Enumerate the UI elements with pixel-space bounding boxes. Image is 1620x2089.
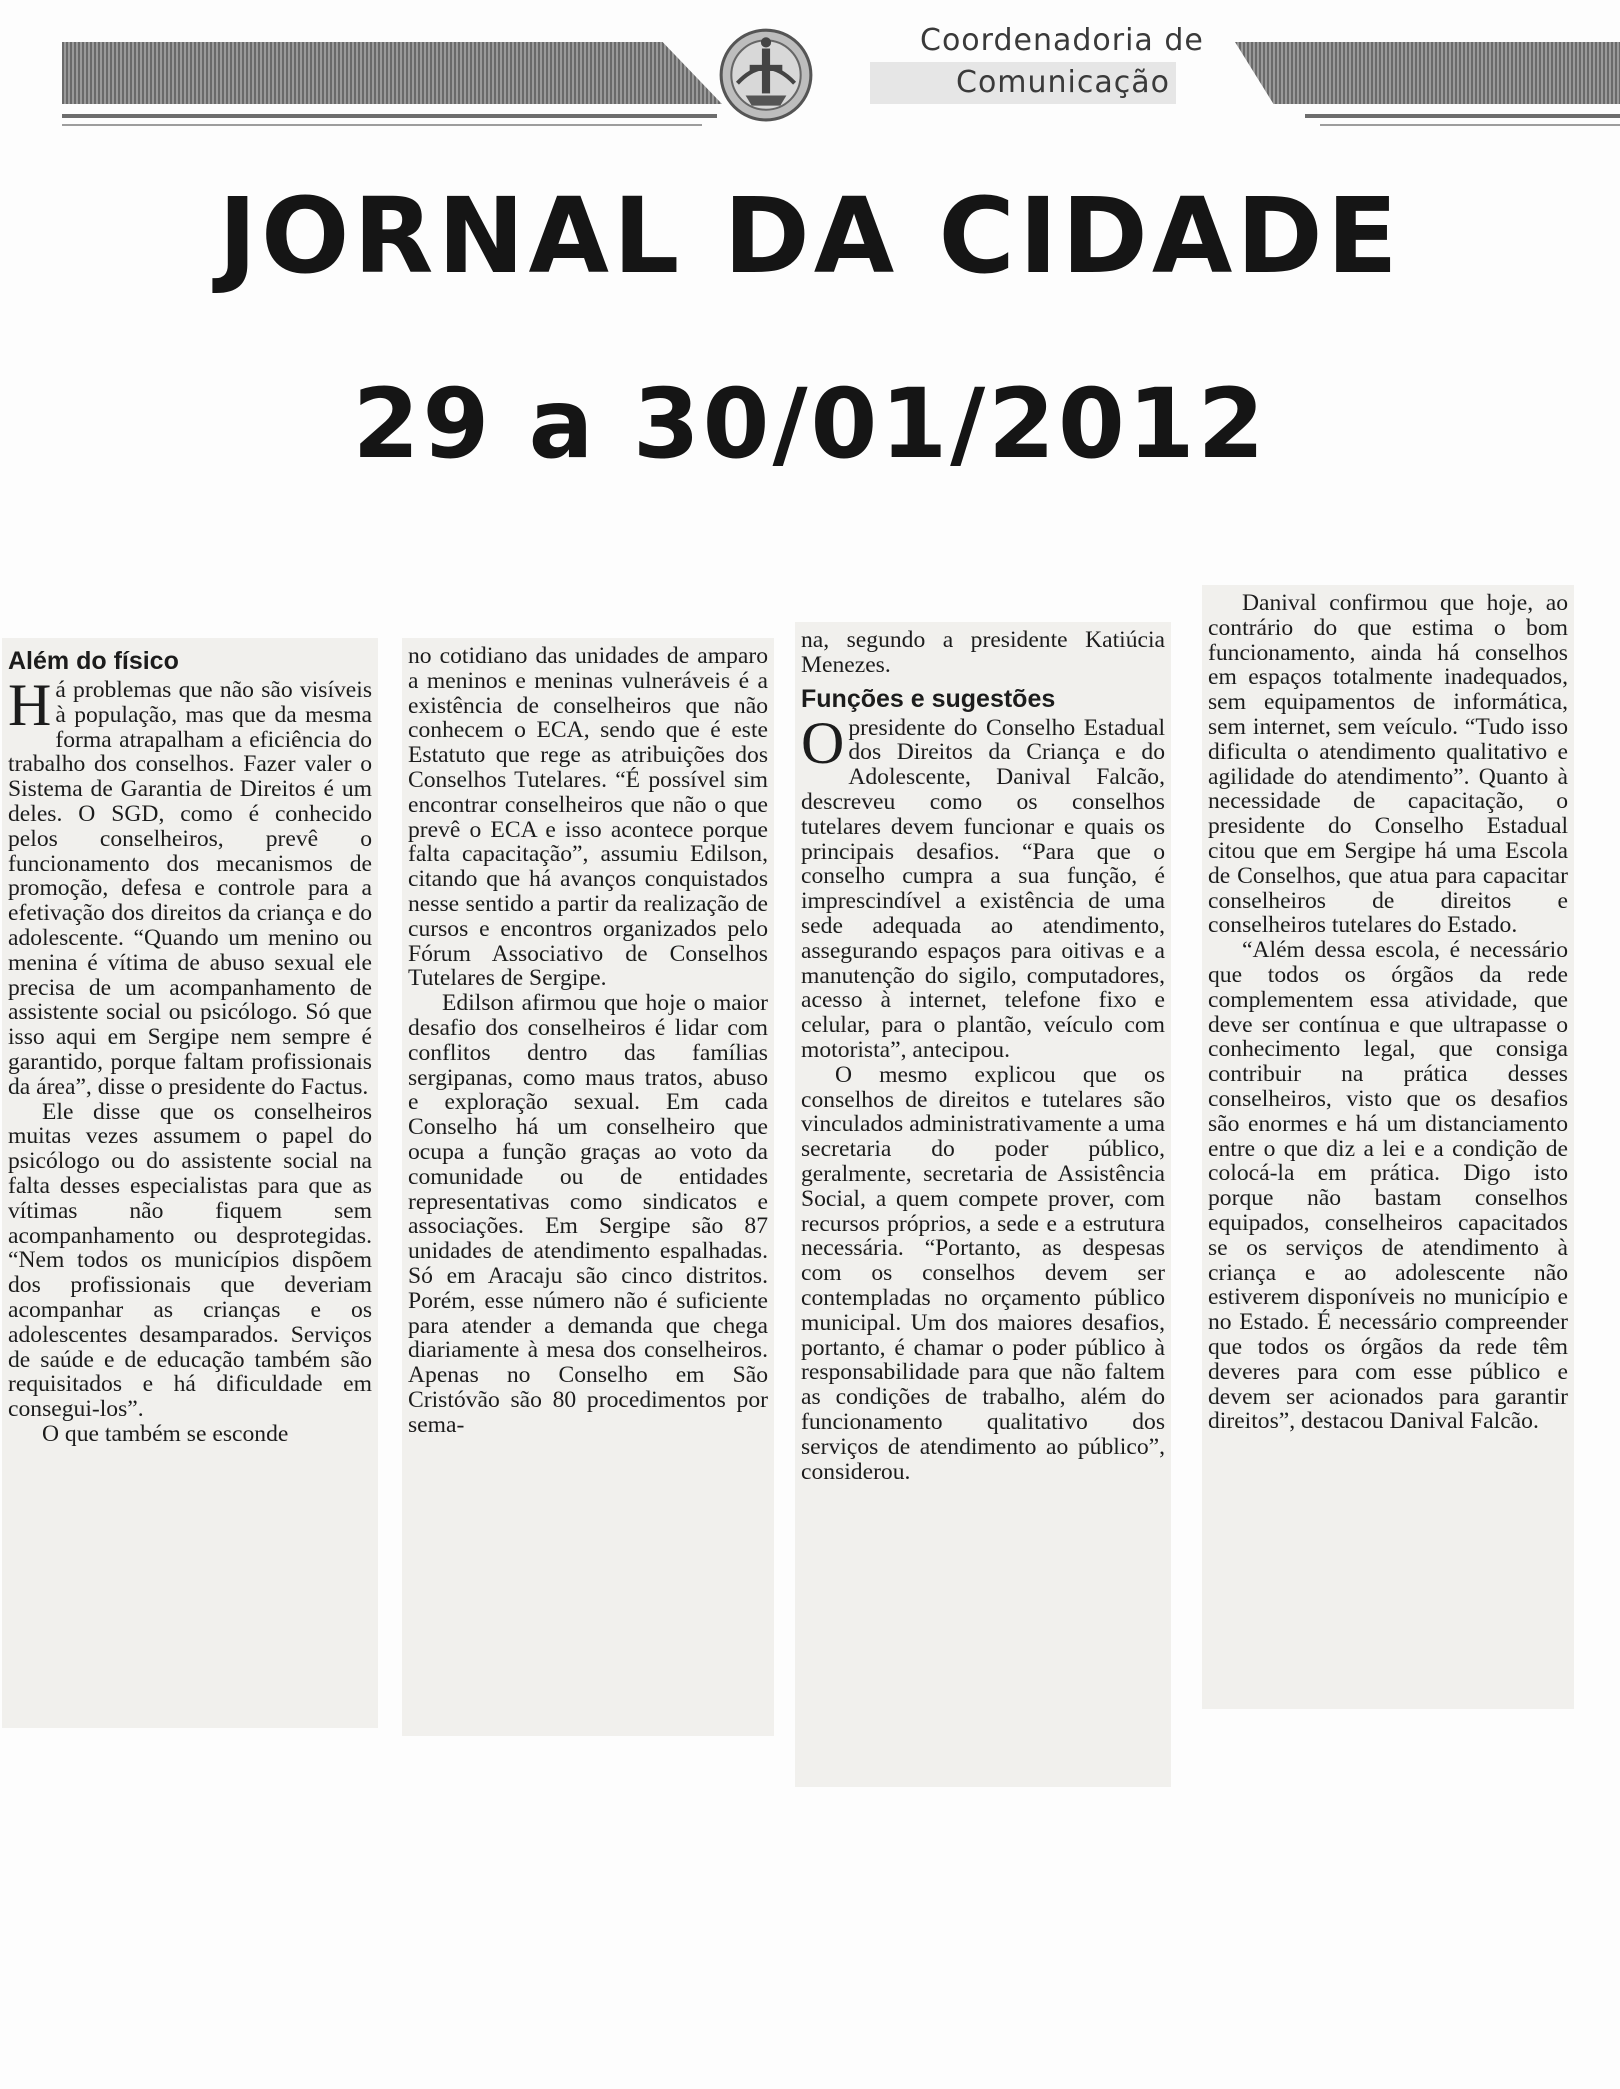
article-column-1	[2, 638, 378, 1728]
paragraph: “Além dessa escola, é necessário que todos os órgãos da rede complementem essa atividade, que deve ser contínua e que ultrapasse o conhecimento legal, que consiga contribuir na prática desses conselheiros, visto que os desafios são enormes e há um distanciamento entre o que diz a lei e a condição de colocá-la em prática. Digo isto porque não bastam conselhos equipados, conselheiros capacitados se os serviços de atendimento à criança e ao adolescente não estiverem disponíveis no município e no Estado. É necessário compreender que todos os órgãos da rede têm deveres para com esse público e devem ser acionados para garantir direitos”, destacou Danival Falcão.	[1208, 937, 1568, 1435]
article-column-3	[795, 622, 1171, 1787]
paragraph-text: á problemas que não são visíveis à população, mas que da mesma forma atrapalham a eficiência do trabalho dos conselhos. Fazer valer o Sistema de Garantia de Direitos é um deles. O SGD, como é conhecido pelos conselheiros, prevê o funcionamento dos mecanismos de promoção, defesa e controle para a efetivação dos direitos da criança e do adolescente. “Quando um menino ou menina é vítima de abuso sexual ele precisa de um acompanhamento de assistente social ou psicólogo. Só que isso aqui em Sergipe nem sempre é garantido, porque faltam profissionais da área”, disse o presidente do Factus.	[8, 677, 372, 1100]
paragraph-text: presidente do Conselho Estadual dos Direitos da Criança e do Adolescente, Danival Falcão, descreveu como os conselhos tutelares devem funcionar e quais os principais desafios. “Para que o conselho cumpra a sua função, é imprescindível a existência de uma sede adequada ao atendimento, assegurando espaços para oitivas e a manutenção do sigilo, computadores, acesso à internet, telefone fixo e celular, para o plantão, veículo com motorista”, antecipou.	[801, 714, 1165, 1063]
publication-date: 29 a 30/01/2012	[352, 368, 1268, 480]
header-banner	[50, 18, 1620, 133]
banner-stripe-right	[1235, 42, 1620, 104]
newspaper-title: JORNAL DA CIDADE	[218, 175, 1402, 297]
banner-rule-left-thin	[62, 124, 702, 126]
banner-rule-right-thin	[1320, 124, 1620, 126]
drop-cap: O	[801, 709, 845, 776]
paragraph: no cotidiano das unidades de amparo a meninos e meninas vulneráveis é a existência de conselheiros que não conhecem o ECA, sendo que é este Estatuto que rege as atribuições dos Conselhos Tutelares. “É possível sim encontrar conselheiros que não o que prevê o ECA e isso acontece porque falta capacitação”, assumiu Edilson, citando que há avanços conquistados nesse sentido a partir da realização de cursos e encontros organizados pelo Fórum Associativo de Conselhos Tutelares de Sergipe.	[408, 643, 768, 992]
subheading-alem-do-fisico: Além do físico	[8, 647, 179, 675]
banner-rule-right	[1305, 114, 1620, 118]
organization-line-1: Coordenadoria de	[920, 23, 1204, 58]
court-seal-icon	[715, 22, 817, 124]
organization-name	[870, 20, 1270, 104]
article-column-2	[402, 638, 774, 1736]
banner-rule-left	[62, 114, 717, 118]
paragraph: O que também se esconde	[42, 1420, 289, 1447]
paragraph	[801, 709, 1165, 1063]
paragraph	[8, 672, 372, 1100]
organization-line-2: Comunicação	[870, 62, 1176, 104]
banner-stripe-left	[62, 42, 722, 104]
paragraph: Danival confirmou que hoje, ao contrário do que estima o bom funcionamento, ainda há conselhos em espaços totalmente inadequados, sem equipamentos de informática, sem internet, sem veículo. “Tudo isso dificulta o atendimento qualitativo e agilidade do atendimento”. Quanto à necessidade de capacitação, o presidente do Conselho Estadual citou que em Sergipe há uma Escola de Conselhos, que atua para capacitar conselheiros de direitos e conselheiros tutelares do Estado.	[1208, 590, 1568, 939]
subheading-funcoes-e-sugestoes: Funções e sugestões	[801, 684, 1056, 713]
article-column-4	[1202, 585, 1574, 1709]
paragraph: Edilson afirmou que hoje o maior desafio dos conselheiros é lidar com conflitos dentro das famílias sergipanas, como maus tratos, abuso e exploração sexual. Em cada Conselho há um conselheiro que ocupa a função graças ao voto da comunidade ou de entidades representativas como sindicatos e associações. Em Sergipe são 87 unidades de atendimento espalhadas. Só em Aracaju são cinco distritos. Porém, esse número não é suficiente para atender a demanda que chega diariamente à mesa dos conselheiros. Apenas no Conselho em São Cristóvão são 80 procedimentos por sema-	[408, 990, 768, 1438]
paragraph: Ele disse que os conselheiros muitas vezes assumem o papel do psicólogo ou do assistente social na falta desses especialistas para que as vítimas não fiquem sem acompanhamento ou desprotegidas. “Nem todos os municípios dispõem dos profissionais que deveriam acompanhar as crianças e os adolescentes desamparados. Serviços de saúde e de educação também são requisitados e há dificuldade em consegui-los”.	[8, 1098, 372, 1423]
paragraph: na, segundo a presidente Katiúcia Menezes.	[801, 627, 1165, 678]
drop-cap: H	[8, 672, 52, 738]
paragraph: O mesmo explicou que os conselhos de direitos e tutelares são vinculados administrativamente a uma secretaria do poder público, geralmente, secretaria de Assistência Social, a quem compete prover, com recursos próprios, a sede e a estrutura necessária. “Portanto, as despesas com os conselhos devem ser contempladas no orçamento público municipal. Um dos maiores desafios, portanto, é chamar o poder público à responsabilidade para que não faltem as condições de trabalho, além do funcionamento qualitativo dos serviços de atendimento ao público”, considerou.	[801, 1061, 1165, 1485]
